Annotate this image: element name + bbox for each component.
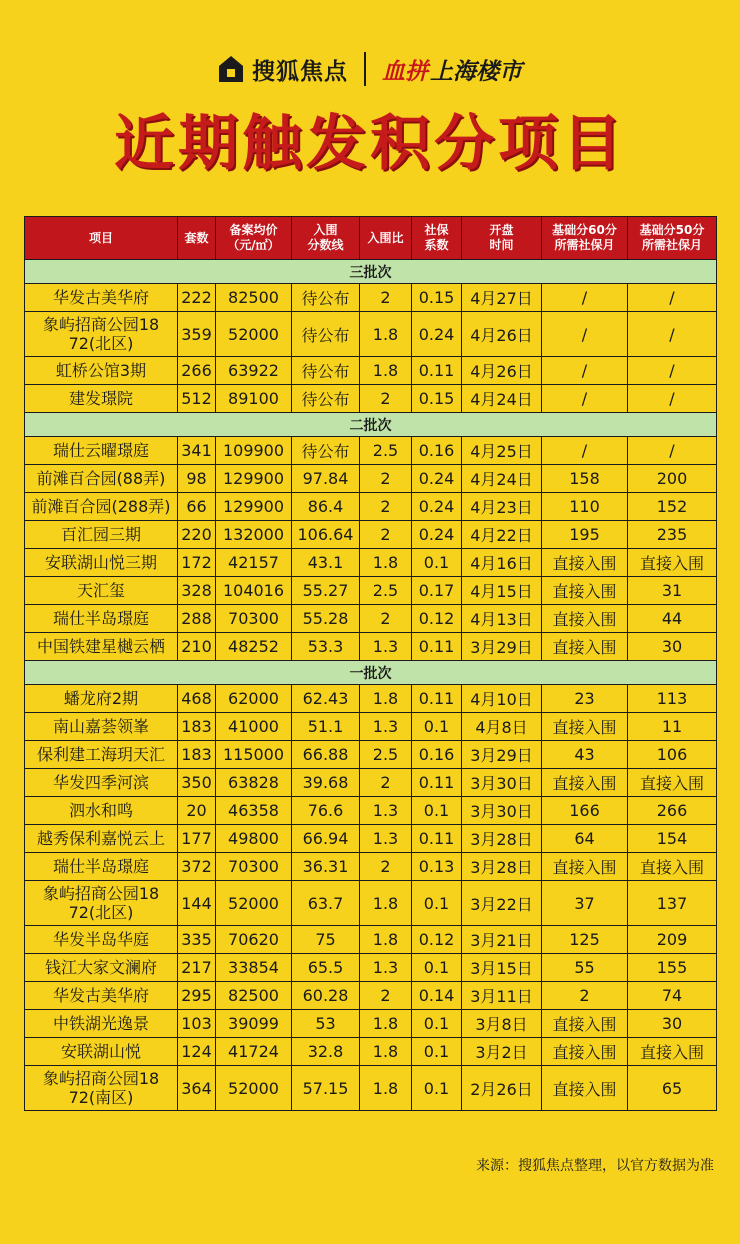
cell-units: 341: [178, 437, 216, 465]
cell-cutoff: 53: [292, 1010, 360, 1038]
cell-coef: 0.11: [412, 685, 462, 713]
cell-project-name: 中铁湖光逸景: [25, 1010, 178, 1038]
cell-units: 177: [178, 825, 216, 853]
cell-base50: /: [628, 312, 717, 357]
cell-ratio: 2.5: [360, 577, 412, 605]
cell-price: 62000: [216, 685, 292, 713]
col-header-date: 开盘 时间: [462, 217, 542, 260]
table-row: [25, 825, 717, 853]
cell-ratio: 1.8: [360, 357, 412, 385]
cell-cutoff: 62.43: [292, 685, 360, 713]
cell-project-name: 虹桥公馆3期: [25, 357, 178, 385]
cell-ratio: 2: [360, 385, 412, 413]
cell-base50: /: [628, 284, 717, 312]
cell-open-date: 4月23日: [462, 493, 542, 521]
cell-project-name: 保利建工海玥天汇: [25, 741, 178, 769]
cell-project-name: 华发古美华府: [25, 284, 178, 312]
cell-units: 468: [178, 685, 216, 713]
cell-base60: 直接入围: [542, 1010, 628, 1038]
brand-red: 血拼: [382, 58, 428, 85]
table-row: [25, 741, 717, 769]
cell-open-date: 3月28日: [462, 853, 542, 881]
cell-open-date: 3月28日: [462, 825, 542, 853]
cell-base60: /: [542, 357, 628, 385]
cell-open-date: 4月25日: [462, 437, 542, 465]
cell-coef: 0.24: [412, 521, 462, 549]
cell-base60: 直接入围: [542, 769, 628, 797]
cell-base60: 110: [542, 493, 628, 521]
table-row: [25, 357, 717, 385]
cell-project-name: 华发古美华府: [25, 982, 178, 1010]
cell-cutoff: 75: [292, 926, 360, 954]
cell-ratio: 1.8: [360, 685, 412, 713]
cell-open-date: 3月21日: [462, 926, 542, 954]
cell-ratio: 2: [360, 769, 412, 797]
cell-ratio: 1.8: [360, 549, 412, 577]
cell-open-date: 3月8日: [462, 1010, 542, 1038]
cell-cutoff: 57.15: [292, 1066, 360, 1111]
cell-project-name: 华发四季河滨: [25, 769, 178, 797]
cell-units: 328: [178, 577, 216, 605]
cell-base50: /: [628, 385, 717, 413]
cell-base60: 37: [542, 881, 628, 926]
cell-project-name: 泗水和鸣: [25, 797, 178, 825]
cell-open-date: 4月15日: [462, 577, 542, 605]
cell-base50: 74: [628, 982, 717, 1010]
table-row: [25, 982, 717, 1010]
cell-open-date: 4月24日: [462, 385, 542, 413]
table-row: [25, 1010, 717, 1038]
cell-price: 70300: [216, 605, 292, 633]
cell-base50: 直接入围: [628, 1038, 717, 1066]
cell-project-name: 华发半岛华庭: [25, 926, 178, 954]
cell-ratio: 1.3: [360, 825, 412, 853]
col-header-base50: 基础分50分 所需社保月: [628, 217, 717, 260]
cell-cutoff: 待公布: [292, 437, 360, 465]
cell-cutoff: 76.6: [292, 797, 360, 825]
cell-ratio: 2: [360, 521, 412, 549]
cell-base60: 43: [542, 741, 628, 769]
cell-open-date: 4月26日: [462, 312, 542, 357]
logo: [218, 53, 348, 86]
table-row: [25, 437, 717, 465]
cell-project-name: 瑞仕半岛璟庭: [25, 605, 178, 633]
cell-coef: 0.1: [412, 881, 462, 926]
table-row: [25, 385, 717, 413]
cell-base50: 直接入围: [628, 769, 717, 797]
col-header-ratio: 入围比: [360, 217, 412, 260]
cell-base50: 直接入围: [628, 853, 717, 881]
cell-coef: 0.24: [412, 465, 462, 493]
cell-units: 183: [178, 713, 216, 741]
table-row: [25, 312, 717, 357]
cell-price: 48252: [216, 633, 292, 661]
cell-units: 364: [178, 1066, 216, 1111]
cell-coef: 0.15: [412, 284, 462, 312]
table-row: [25, 493, 717, 521]
cell-price: 89100: [216, 385, 292, 413]
cell-coef: 0.1: [412, 1010, 462, 1038]
cell-open-date: 3月30日: [462, 797, 542, 825]
cell-price: 49800: [216, 825, 292, 853]
cell-base60: /: [542, 284, 628, 312]
cell-base60: 64: [542, 825, 628, 853]
cell-project-name: 南山嘉荟领峯: [25, 713, 178, 741]
cell-cutoff: 36.31: [292, 853, 360, 881]
cell-coef: 0.1: [412, 954, 462, 982]
section-label: 二批次: [25, 413, 717, 437]
cell-project-name: 百汇园三期: [25, 521, 178, 549]
cell-ratio: 2.5: [360, 437, 412, 465]
cell-open-date: 3月15日: [462, 954, 542, 982]
table-row: [25, 1066, 717, 1111]
cell-coef: 0.11: [412, 633, 462, 661]
cell-coef: 0.1: [412, 1066, 462, 1111]
cell-coef: 0.16: [412, 741, 462, 769]
cell-base60: 直接入围: [542, 1038, 628, 1066]
cell-price: 109900: [216, 437, 292, 465]
section-label: 一批次: [25, 661, 717, 685]
cell-ratio: 2: [360, 982, 412, 1010]
cell-ratio: 1.8: [360, 1010, 412, 1038]
cell-cutoff: 51.1: [292, 713, 360, 741]
cell-project-name: 象屿招商公园1872(北区): [25, 312, 178, 357]
cell-project-name: 象屿招商公园1872(南区): [25, 1066, 178, 1111]
cell-coef: 0.11: [412, 825, 462, 853]
cell-project-name: 瑞仕云曜璟庭: [25, 437, 178, 465]
cell-ratio: 2: [360, 493, 412, 521]
cell-base60: 166: [542, 797, 628, 825]
cell-project-name: 天汇玺: [25, 577, 178, 605]
table-row: [25, 713, 717, 741]
cell-ratio: 1.3: [360, 633, 412, 661]
cell-ratio: 1.8: [360, 1038, 412, 1066]
cell-project-name: 前滩百合园(88弄): [25, 465, 178, 493]
cell-base50: 235: [628, 521, 717, 549]
cell-open-date: 3月11日: [462, 982, 542, 1010]
cell-price: 63828: [216, 769, 292, 797]
cell-units: 124: [178, 1038, 216, 1066]
cell-base50: 30: [628, 1010, 717, 1038]
cell-open-date: 4月26日: [462, 357, 542, 385]
cell-ratio: 1.8: [360, 1066, 412, 1111]
cell-project-name: 蟠龙府2期: [25, 685, 178, 713]
cell-project-name: 中国铁建星樾云栖: [25, 633, 178, 661]
cell-base60: 23: [542, 685, 628, 713]
cell-base50: 152: [628, 493, 717, 521]
cell-base60: 直接入围: [542, 633, 628, 661]
cell-coef: 0.16: [412, 437, 462, 465]
cell-coef: 0.14: [412, 982, 462, 1010]
col-header-base60: 基础分60分 所需社保月: [542, 217, 628, 260]
cell-open-date: 3月22日: [462, 881, 542, 926]
cell-ratio: 1.8: [360, 881, 412, 926]
cell-project-name: 建发璟院: [25, 385, 178, 413]
cell-cutoff: 待公布: [292, 312, 360, 357]
cell-open-date: 4月16日: [462, 549, 542, 577]
cell-price: 52000: [216, 1066, 292, 1111]
cell-ratio: 1.3: [360, 797, 412, 825]
cell-price: 129900: [216, 465, 292, 493]
table-row: [25, 633, 717, 661]
cell-coef: 0.24: [412, 312, 462, 357]
cell-open-date: 4月24日: [462, 465, 542, 493]
cell-units: 350: [178, 769, 216, 797]
cell-units: 335: [178, 926, 216, 954]
cell-base60: 55: [542, 954, 628, 982]
cell-ratio: 1.8: [360, 926, 412, 954]
cell-base60: 2: [542, 982, 628, 1010]
cell-units: 372: [178, 853, 216, 881]
cell-base50: 154: [628, 825, 717, 853]
cell-open-date: 4月13日: [462, 605, 542, 633]
cell-cutoff: 53.3: [292, 633, 360, 661]
cell-cutoff: 39.68: [292, 769, 360, 797]
cell-units: 210: [178, 633, 216, 661]
cell-project-name: 前滩百合园(288弄): [25, 493, 178, 521]
cell-units: 183: [178, 741, 216, 769]
cell-project-name: 越秀保利嘉悦云上: [25, 825, 178, 853]
cell-ratio: 1.3: [360, 954, 412, 982]
cell-open-date: 4月8日: [462, 713, 542, 741]
cell-price: 104016: [216, 577, 292, 605]
cell-price: 129900: [216, 493, 292, 521]
table-row: [25, 465, 717, 493]
table-row: [25, 521, 717, 549]
cell-cutoff: 32.8: [292, 1038, 360, 1066]
cell-coef: 0.12: [412, 926, 462, 954]
cell-base50: 直接入围: [628, 549, 717, 577]
cell-coef: 0.13: [412, 853, 462, 881]
table-row: [25, 1038, 717, 1066]
table-header-row: [25, 217, 717, 260]
cell-price: 42157: [216, 549, 292, 577]
cell-cutoff: 55.27: [292, 577, 360, 605]
cell-base50: 266: [628, 797, 717, 825]
cell-project-name: 象屿招商公园1872(北区): [25, 881, 178, 926]
cell-project-name: 钱江大家文澜府: [25, 954, 178, 982]
cell-price: 63922: [216, 357, 292, 385]
col-header-price: 备案均价 （元/㎡）: [216, 217, 292, 260]
cell-cutoff: 86.4: [292, 493, 360, 521]
col-header-units: 套数: [178, 217, 216, 260]
header: [0, 44, 740, 94]
cell-ratio: 1.8: [360, 312, 412, 357]
cell-base50: 155: [628, 954, 717, 982]
cell-base60: /: [542, 312, 628, 357]
cell-open-date: 3月29日: [462, 741, 542, 769]
section-row: [25, 413, 717, 437]
cell-coef: 0.12: [412, 605, 462, 633]
cell-ratio: 2.5: [360, 741, 412, 769]
cell-coef: 0.11: [412, 357, 462, 385]
brand-slogan: [382, 53, 522, 86]
cell-base50: 44: [628, 605, 717, 633]
cell-base60: 158: [542, 465, 628, 493]
cell-price: 70620: [216, 926, 292, 954]
source-note: 来源：搜狐焦点整理，以官方数据为准: [476, 1158, 714, 1174]
cell-base50: 200: [628, 465, 717, 493]
table-row: [25, 769, 717, 797]
cell-coef: 0.1: [412, 549, 462, 577]
cell-open-date: 4月27日: [462, 284, 542, 312]
cell-price: 70300: [216, 853, 292, 881]
cell-open-date: 3月29日: [462, 633, 542, 661]
cell-cutoff: 65.5: [292, 954, 360, 982]
cell-base60: /: [542, 437, 628, 465]
table-row: [25, 881, 717, 926]
cell-units: 359: [178, 312, 216, 357]
cell-units: 103: [178, 1010, 216, 1038]
cell-cutoff: 97.84: [292, 465, 360, 493]
table-row: [25, 797, 717, 825]
cell-price: 41724: [216, 1038, 292, 1066]
cell-cutoff: 待公布: [292, 385, 360, 413]
cell-coef: 0.24: [412, 493, 462, 521]
cell-units: 222: [178, 284, 216, 312]
cell-units: 512: [178, 385, 216, 413]
cell-open-date: 3月2日: [462, 1038, 542, 1066]
cell-base60: 125: [542, 926, 628, 954]
table-row: [25, 549, 717, 577]
projects-table: [24, 216, 717, 1111]
cell-coef: 0.15: [412, 385, 462, 413]
cell-units: 288: [178, 605, 216, 633]
header-divider: [364, 52, 366, 86]
cell-units: 144: [178, 881, 216, 926]
cell-units: 172: [178, 549, 216, 577]
cell-project-name: 安联湖山悦三期: [25, 549, 178, 577]
cell-price: 41000: [216, 713, 292, 741]
col-header-project: 项目: [25, 217, 178, 260]
table-row: [25, 284, 717, 312]
col-header-cutoff: 入围 分数线: [292, 217, 360, 260]
cell-coef: 0.1: [412, 797, 462, 825]
cell-base50: 11: [628, 713, 717, 741]
cell-base50: 113: [628, 685, 717, 713]
cell-base50: 31: [628, 577, 717, 605]
cell-units: 295: [178, 982, 216, 1010]
cell-base60: 直接入围: [542, 577, 628, 605]
cell-open-date: 4月22日: [462, 521, 542, 549]
house-icon: [218, 55, 244, 83]
page-title: 近期触发积分项目: [114, 109, 626, 179]
section-row: [25, 661, 717, 685]
cell-base60: 195: [542, 521, 628, 549]
cell-price: 52000: [216, 312, 292, 357]
cell-open-date: 3月30日: [462, 769, 542, 797]
cell-base60: 直接入围: [542, 713, 628, 741]
cell-cutoff: 待公布: [292, 357, 360, 385]
cell-base50: /: [628, 437, 717, 465]
cell-base60: 直接入围: [542, 1066, 628, 1111]
cell-units: 220: [178, 521, 216, 549]
table-row: [25, 926, 717, 954]
cell-price: 82500: [216, 982, 292, 1010]
cell-cutoff: 106.64: [292, 521, 360, 549]
cell-project-name: 瑞仕半岛璟庭: [25, 853, 178, 881]
logo-text: 搜狐焦点: [252, 58, 348, 85]
table-row: [25, 605, 717, 633]
cell-price: 82500: [216, 284, 292, 312]
cell-coef: 0.1: [412, 713, 462, 741]
brand-rest: 上海楼市: [430, 58, 522, 85]
cell-price: 52000: [216, 881, 292, 926]
cell-ratio: 2: [360, 605, 412, 633]
cell-base60: 直接入围: [542, 853, 628, 881]
cell-cutoff: 63.7: [292, 881, 360, 926]
section-label: 三批次: [25, 260, 717, 284]
cell-cutoff: 43.1: [292, 549, 360, 577]
cell-price: 115000: [216, 741, 292, 769]
table-row: [25, 954, 717, 982]
cell-price: 33854: [216, 954, 292, 982]
cell-coef: 0.1: [412, 1038, 462, 1066]
section-row: [25, 260, 717, 284]
cell-open-date: 4月10日: [462, 685, 542, 713]
cell-base50: 137: [628, 881, 717, 926]
cell-base60: 直接入围: [542, 605, 628, 633]
cell-units: 20: [178, 797, 216, 825]
cell-cutoff: 待公布: [292, 284, 360, 312]
cell-base50: 30: [628, 633, 717, 661]
cell-base50: 209: [628, 926, 717, 954]
cell-units: 66: [178, 493, 216, 521]
col-header-coef: 社保 系数: [412, 217, 462, 260]
cell-ratio: 2: [360, 284, 412, 312]
cell-ratio: 1.3: [360, 713, 412, 741]
cell-price: 46358: [216, 797, 292, 825]
cell-ratio: 2: [360, 465, 412, 493]
cell-price: 39099: [216, 1010, 292, 1038]
cell-base60: 直接入围: [542, 549, 628, 577]
cell-units: 217: [178, 954, 216, 982]
cell-base50: 106: [628, 741, 717, 769]
cell-open-date: 2月26日: [462, 1066, 542, 1111]
cell-units: 98: [178, 465, 216, 493]
table-row: [25, 577, 717, 605]
cell-cutoff: 60.28: [292, 982, 360, 1010]
cell-cutoff: 66.94: [292, 825, 360, 853]
cell-ratio: 2: [360, 853, 412, 881]
cell-coef: 0.11: [412, 769, 462, 797]
table-row: [25, 853, 717, 881]
cell-cutoff: 55.28: [292, 605, 360, 633]
cell-base60: /: [542, 385, 628, 413]
cell-units: 266: [178, 357, 216, 385]
cell-price: 132000: [216, 521, 292, 549]
cell-base50: 65: [628, 1066, 717, 1111]
cell-base50: /: [628, 357, 717, 385]
cell-cutoff: 66.88: [292, 741, 360, 769]
table-row: [25, 685, 717, 713]
cell-coef: 0.17: [412, 577, 462, 605]
cell-project-name: 安联湖山悦: [25, 1038, 178, 1066]
